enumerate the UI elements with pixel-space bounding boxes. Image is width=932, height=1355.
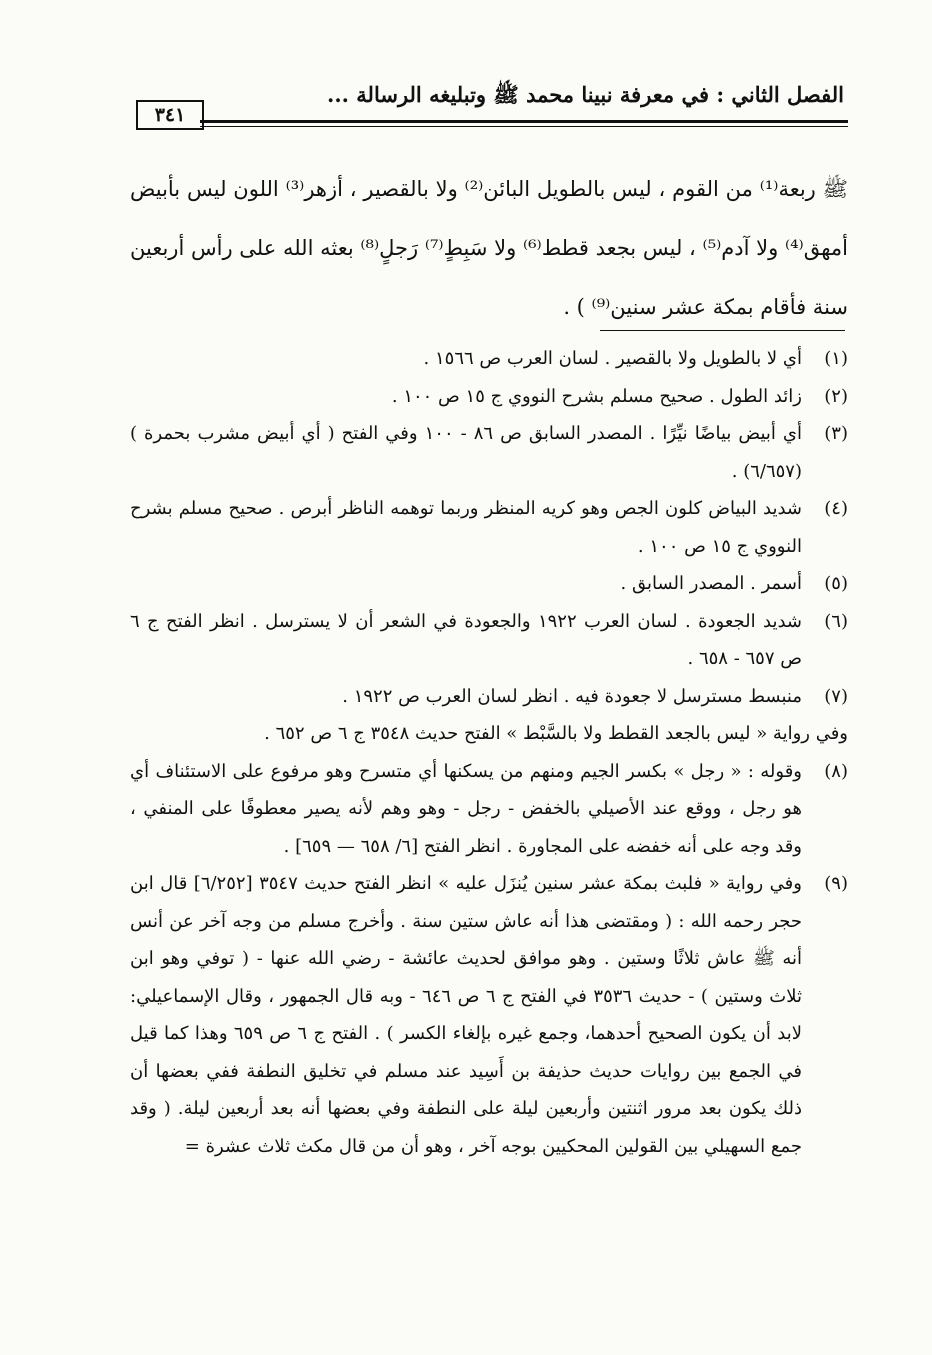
footnote-number: (٧): [824, 685, 848, 707]
footnote-3: [130, 415, 848, 490]
footnote-5: [130, 565, 848, 603]
footnote-text: أي لا بالطويل ولا بالقصير . لسان العرب ص ١٥٦٦ .: [423, 348, 802, 369]
footnote-text: وفي رواية « فلبث بمكة عشر سنين يُنزَل عليه » انظر الفتح حديث ٣٥٤٧ [٦/٢٥٢] قال ابن حجر رحمه الله : ( ومقتضى هذا أنه عاش ستين سنة . وأخرج مسلم من وجه آخر عن أنس أنه ﷺ عاش ثلاثًا وستين . وهو موافق لحديث عائشة - رضي الله عنها - ( توفي وهو ابن ثلاث وستين ) - حديث ٣٥٣٦ في الفتح ج ٦ ص ٦٤٦ - وبه قال الجمهور ، وقال الإسماعيلي: لابد أن يكون الصحيح أحدهما، وجمع غيره بإلغاء الكسر ) . الفتح ج ٦ ص ٦٥٩ وهذا كما قيل في الجمع بين روايات حديث حذيفة بن أَسِيد عند مسلم في تخليق النطفة ففي بعضها أن ذلك يكون بعد مرور اثنتين وأربعين ليلة على النطفة وفي بعضها أنه بعد أربعين ليلة. ( وقد جمع السهيلي بين القولين المحكيين بوجه آخر ، وهو أن من قال مكث ثلاث عشرة =: [130, 873, 802, 1157]
footnote-number: (٨): [824, 760, 848, 782]
footnote-7: [130, 678, 848, 716]
page-number-box: ٣٤١: [136, 100, 204, 130]
footnote-1: [130, 340, 848, 378]
footnote-text: وفي رواية « ليس بالجعد القطط ولا بالسَّبْط » الفتح حديث ٣٥٤٨ ج ٦ ص ٦٥٢ .: [264, 723, 848, 744]
footnote-number: (٢): [824, 385, 848, 407]
page-header: [130, 80, 848, 130]
footnote-text: وقوله : « رجل » بكسر الجيم ومنهم من يسكنها أي متسرح وهو مرفوع على الاستئناف أي هو رجل ، ووقع عند الأصيلي بالخفض - رجل - وهو وهم لأنه يصير معطوفًا على المنفي ، وقد وجه على أنه خفضه على المجاورة . انظر الفتح [٦/ ٦٥٨ — ٦٥٩] .: [130, 760, 802, 857]
footnote-number: (٣): [824, 423, 848, 444]
footnote-7-continuation: [130, 715, 848, 753]
footnote-number: (٦): [824, 610, 848, 632]
footnote-number: (٤): [824, 498, 848, 519]
footnote-text: أي أبيض بياضًا نيِّرًا . المصدر السابق ص ٨٦ - ١٠٠ وفي الفتح ( أي أبيض مشرب بحمرة ) (٦/٦٥٧) .: [130, 423, 802, 482]
header-rule-thick: [200, 120, 848, 123]
footnote-6: [130, 603, 848, 678]
running-header-title: الفصل الثاني : في معرفة نبينا محمد ﷺ وتبليغه الرسالة ...: [327, 82, 844, 107]
footnote-number: (١): [824, 348, 848, 369]
footnote-text: أسمر . المصدر السابق .: [620, 573, 802, 594]
footnote-2: [130, 378, 848, 416]
footnote-8: [130, 753, 848, 866]
footnotes-section: [130, 340, 848, 1165]
footnote-9: [130, 865, 848, 1165]
footnote-text: شديد البياض كلون الجص وهو كريه المنظر وربما توهمه الناظر أبرص . صحيح مسلم بشرح النووي ج ١٥ ص ١٠٠ .: [130, 498, 802, 557]
footnote-text: منبسط مسترسل لا جعودة فيه . انظر لسان العرب ص ١٩٢٢ .: [342, 685, 802, 707]
footnote-text: زائد الطول . صحيح مسلم بشرح النووي ج ١٥ ص ١٠٠ .: [391, 385, 802, 407]
footnote-separator: [600, 330, 845, 331]
main-paragraph: ﷺ ربعة⁽¹⁾ من القوم ، ليس بالطويل البائن⁽²⁾ ولا بالقصير ، أزهر⁽³⁾ اللون ليس بأبيض أمهق⁽⁴⁾ ولا آدم⁽⁵⁾ ، ليس بجعد قطط⁽⁶⁾ ولا سَبِطٍ⁽⁷⁾ رَجلٍ⁽⁸⁾ بعثه الله على رأس أربعين سنة فأقام بمكة عشر سنين⁽⁹⁾ ) .: [130, 177, 849, 319]
header-rule-thin: [200, 126, 848, 127]
footnote-4: [130, 490, 848, 565]
footnote-number: (٩): [824, 873, 848, 894]
footnote-number: (٥): [824, 573, 848, 594]
footnote-text: شديد الجعودة . لسان العرب ١٩٢٢ والجعودة في الشعر أن لا يسترسل . انظر الفتح ج ٦ ص ٦٥٧ - ٦٥٨ .: [130, 610, 802, 669]
